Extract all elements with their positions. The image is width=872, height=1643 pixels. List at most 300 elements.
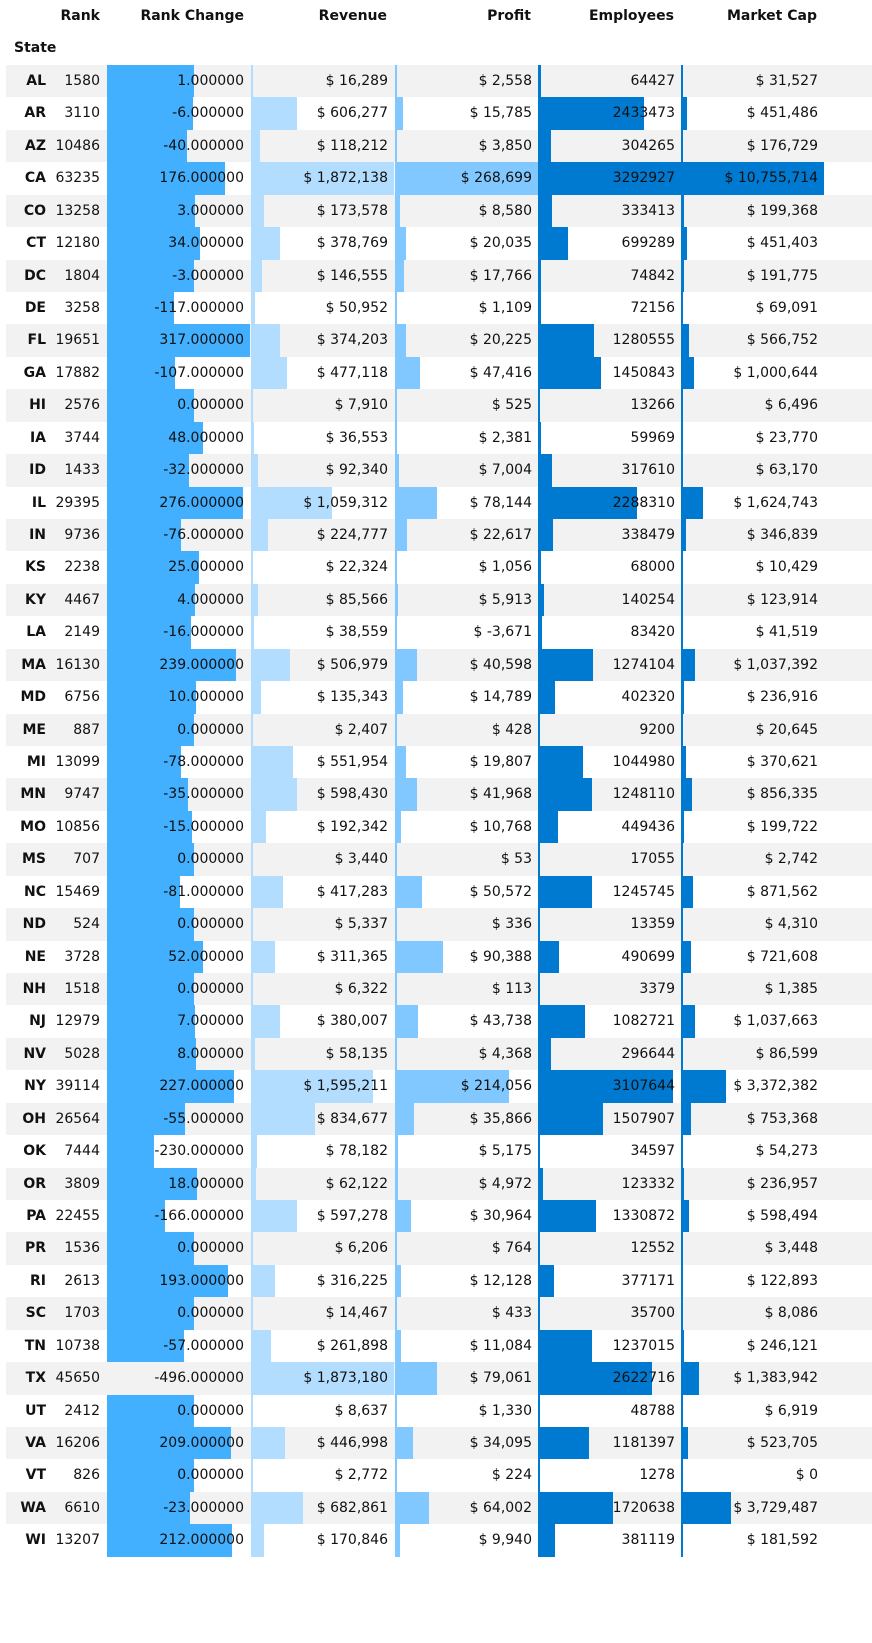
- rank-change-value: 227.000000: [159, 1078, 244, 1095]
- revenue-value: $ 1,595,211: [303, 1078, 388, 1095]
- rank-value: 7444: [64, 1143, 100, 1160]
- state-label: VT: [25, 1467, 46, 1484]
- market-cap-value: $ 199,368: [746, 202, 818, 219]
- revenue-value: $ 316,225: [316, 1272, 388, 1289]
- revenue-value: $ 173,578: [316, 202, 388, 219]
- employees-value: 490699: [621, 948, 675, 965]
- state-label: VA: [25, 1435, 46, 1452]
- market-cap-value: $ 4,310: [764, 916, 818, 933]
- market-cap-value: $ 753,368: [746, 1110, 818, 1127]
- profit-value: $ 5,913: [478, 591, 532, 608]
- table-row: [6, 811, 872, 843]
- rank-value: 13207: [55, 1532, 100, 1549]
- market-cap-value: $ 856,335: [746, 786, 818, 803]
- market-cap-value: $ 1,385: [764, 981, 818, 998]
- profit-value: $ 3,850: [478, 137, 532, 154]
- rank-value: 63235: [55, 170, 100, 187]
- revenue-value: $ 378,769: [316, 235, 388, 252]
- profit-value: $ 428: [491, 721, 532, 738]
- rank-change-value: -15.000000: [163, 818, 244, 835]
- rank-value: 45650: [55, 1370, 100, 1387]
- employees-value: 72156: [630, 300, 675, 316]
- rank-value: 29395: [55, 494, 100, 511]
- rank-value: 826: [73, 1467, 100, 1484]
- revenue-value: $ 261,898: [316, 1337, 388, 1354]
- employees-value: 1330872: [612, 1208, 675, 1225]
- state-label: WA: [20, 1499, 46, 1516]
- rank-value: 16130: [55, 656, 100, 673]
- revenue-value: $ 374,203: [316, 332, 388, 349]
- market-cap-value: $ 566,752: [746, 332, 818, 349]
- table-row: [6, 843, 872, 875]
- market-cap-value: $ 10,429: [755, 559, 818, 576]
- profit-value: $ 34,095: [469, 1435, 532, 1452]
- employees-value: 1280555: [612, 332, 675, 349]
- market-cap-value: $ 69,091: [755, 300, 818, 316]
- table-row: [6, 422, 872, 454]
- revenue-value: $ 2,772: [334, 1467, 388, 1484]
- employees-value: 64427: [630, 73, 675, 89]
- revenue-value: $ 192,342: [316, 818, 388, 835]
- state-label: ND: [22, 916, 46, 933]
- market-cap-value: $ 10,755,714: [724, 170, 818, 187]
- rank-change-value: -55.000000: [163, 1110, 244, 1127]
- employees-value: 381119: [621, 1532, 675, 1549]
- profit-value: $ 1,330: [478, 1402, 532, 1419]
- market-cap-value: $ 523,705: [746, 1435, 818, 1452]
- rank-change-value: 1.000000: [177, 73, 244, 89]
- employees-value: 317610: [621, 462, 675, 479]
- profit-value: $ 214,056: [460, 1078, 532, 1095]
- market-cap-value: $ 6,496: [764, 397, 818, 414]
- market-cap-value: $ 1,037,663: [733, 1013, 818, 1030]
- rank-value: 15469: [55, 883, 100, 900]
- market-cap-value: $ 236,957: [746, 1175, 818, 1192]
- rank-value: 13258: [55, 202, 100, 219]
- header-rank-change: Rank Change: [140, 8, 244, 24]
- table-row: [6, 357, 872, 389]
- rank-value: 13099: [55, 754, 100, 771]
- revenue-value: $ 5,337: [334, 916, 388, 933]
- revenue-value: $ 446,998: [316, 1435, 388, 1452]
- market-cap-value: $ 1,037,392: [733, 656, 818, 673]
- rank-change-value: -32.000000: [163, 462, 244, 479]
- market-cap-value: $ 31,527: [755, 73, 818, 89]
- table-row: [6, 1492, 872, 1524]
- state-label: NE: [24, 948, 46, 965]
- employees-value: 3292927: [612, 170, 675, 187]
- employees-value: 333413: [621, 202, 675, 219]
- revenue-value: $ 22,324: [325, 559, 388, 576]
- revenue-value: $ 597,278: [316, 1208, 388, 1225]
- table-row: [6, 1070, 872, 1102]
- state-label: GA: [23, 364, 46, 381]
- rank-value: 9736: [64, 527, 100, 544]
- revenue-value: $ 146,555: [316, 267, 388, 284]
- rank-value: 3809: [64, 1175, 100, 1192]
- employees-value: 12552: [630, 1240, 675, 1257]
- employees-value: 1044980: [612, 754, 675, 771]
- state-label: HI: [29, 397, 46, 414]
- profit-value: $ 41,968: [469, 786, 532, 803]
- table-row: [6, 1395, 872, 1427]
- profit-value: $ 4,972: [478, 1175, 532, 1192]
- rank-value: 5028: [64, 1045, 100, 1062]
- profit-value: $ 525: [491, 397, 532, 414]
- employees-value: 338479: [621, 527, 675, 544]
- market-cap-value: $ 236,916: [746, 689, 818, 706]
- rank-value: 19651: [55, 332, 100, 349]
- employees-value: 402320: [621, 689, 675, 706]
- rank-change-value: -107.000000: [154, 364, 244, 381]
- table-row: [6, 714, 872, 746]
- profit-value: $ 78,144: [469, 494, 532, 511]
- revenue-value: $ 2,407: [334, 721, 388, 738]
- table-row: [6, 1200, 872, 1232]
- table-row: [6, 616, 872, 648]
- rank-change-value: -23.000000: [163, 1499, 244, 1516]
- rank-change-value: 18.000000: [168, 1175, 244, 1192]
- employees-value: 13359: [630, 916, 675, 933]
- rank-change-value: 0.000000: [177, 1240, 244, 1257]
- market-cap-value: $ 20,645: [755, 721, 818, 738]
- revenue-value: $ 85,566: [325, 591, 388, 608]
- revenue-value: $ 606,277: [316, 105, 388, 122]
- profit-value: $ 2,558: [478, 73, 532, 89]
- revenue-value: $ 50,952: [325, 300, 388, 316]
- state-label: NC: [24, 883, 46, 900]
- employees-value: 123332: [621, 1175, 675, 1192]
- table-row: [6, 324, 872, 356]
- profit-value: $ 12,128: [469, 1272, 532, 1289]
- rank-change-value: 34.000000: [168, 235, 244, 252]
- table-row: [6, 1524, 872, 1556]
- profit-value: $ 1,056: [478, 559, 532, 576]
- market-cap-value: $ 8,086: [764, 1305, 818, 1322]
- state-label: RI: [30, 1272, 46, 1289]
- revenue-value: $ 6,322: [334, 981, 388, 998]
- rank-value: 2613: [64, 1272, 100, 1289]
- header-employees: Employees: [588, 8, 674, 24]
- state-label: MI: [26, 754, 46, 771]
- employees-value: 377171: [621, 1272, 675, 1289]
- market-cap-value: $ 1,000,644: [733, 364, 818, 381]
- employees-value: 1181397: [612, 1435, 675, 1452]
- state-label: DC: [24, 267, 46, 284]
- rank-change-value: 0.000000: [177, 721, 244, 738]
- state-label: IL: [31, 494, 46, 511]
- profit-value: $ 2,381: [478, 429, 532, 446]
- revenue-value: $ 6,206: [334, 1240, 388, 1257]
- revenue-value: $ 1,872,138: [303, 170, 388, 187]
- revenue-value: $ 92,340: [325, 462, 388, 479]
- table-row: [6, 97, 872, 129]
- profit-value: $ 1,109: [478, 300, 532, 316]
- rank-change-value: 276.000000: [159, 494, 244, 511]
- revenue-value: $ 224,777: [316, 527, 388, 544]
- employees-value: 1507907: [612, 1110, 675, 1127]
- table-row: [6, 778, 872, 810]
- state-label: SC: [25, 1305, 46, 1322]
- state-label: NJ: [29, 1013, 46, 1030]
- rank-value: 26564: [55, 1110, 100, 1127]
- profit-value: $ 22,617: [469, 527, 532, 544]
- rank-change-value: -6.000000: [172, 105, 244, 122]
- rank-change-value: 212.000000: [159, 1532, 244, 1549]
- employees-value: 2433473: [612, 105, 675, 122]
- state-label: NH: [22, 981, 46, 998]
- profit-value: $ 7,004: [478, 462, 532, 479]
- rank-value: 10856: [55, 818, 100, 835]
- state-label: ME: [22, 721, 46, 738]
- employees-value: 3107644: [612, 1078, 675, 1095]
- table-row: [6, 1427, 872, 1459]
- profit-value: $ 64,002: [469, 1499, 532, 1516]
- revenue-value: $ 14,467: [325, 1305, 388, 1322]
- rank-change-value: -166.000000: [154, 1208, 244, 1225]
- rank-value: 1518: [64, 981, 100, 998]
- employees-value: 1248110: [612, 786, 675, 803]
- employees-value: 1720638: [612, 1499, 675, 1516]
- rank-change-value: 0.000000: [177, 1305, 244, 1322]
- employees-value: 2622716: [612, 1370, 675, 1387]
- rank-change-value: 25.000000: [168, 559, 244, 576]
- employees-value: 13266: [630, 397, 675, 414]
- state-label: AL: [26, 73, 46, 89]
- employees-value: 449436: [621, 818, 675, 835]
- profit-value: $ 224: [491, 1467, 532, 1484]
- rank-value: 10486: [55, 137, 100, 154]
- rank-change-value: 193.000000: [159, 1272, 244, 1289]
- rank-change-value: 176.000000: [159, 170, 244, 187]
- table-row: [6, 746, 872, 778]
- state-label: CT: [26, 235, 46, 252]
- revenue-value: $ 62,122: [325, 1175, 388, 1192]
- employees-value: 1245745: [612, 883, 675, 900]
- market-cap-value: $ 1,383,942: [733, 1370, 818, 1387]
- rank-value: 887: [73, 721, 100, 738]
- market-cap-value: $ 122,893: [746, 1272, 818, 1289]
- profit-value: $ 5,175: [478, 1143, 532, 1160]
- rank-change-value: 317.000000: [159, 332, 244, 349]
- employees-value: 1450843: [612, 364, 675, 381]
- table-row: [6, 292, 872, 324]
- profit-value: $ 433: [491, 1305, 532, 1322]
- table-row: [6, 681, 872, 713]
- state-label: MS: [21, 851, 46, 868]
- rank-value: 524: [73, 916, 100, 933]
- table-row: [6, 1297, 872, 1329]
- table-row: [6, 1330, 872, 1362]
- rank-change-value: -81.000000: [163, 883, 244, 900]
- rank-value: 22455: [55, 1208, 100, 1225]
- profit-value: $ 35,866: [469, 1110, 532, 1127]
- rank-change-value: 7.000000: [177, 1013, 244, 1030]
- market-cap-value: $ 63,170: [755, 462, 818, 479]
- market-cap-value: $ 23,770: [755, 429, 818, 446]
- rank-value: 2149: [64, 624, 100, 641]
- profit-value: $ 14,789: [469, 689, 532, 706]
- rank-change-value: 48.000000: [168, 429, 244, 446]
- table-row: [6, 973, 872, 1005]
- revenue-value: $ 551,954: [316, 754, 388, 771]
- rank-change-value: -76.000000: [163, 527, 244, 544]
- rank-value: 6756: [64, 689, 100, 706]
- market-cap-value: $ 123,914: [746, 591, 818, 608]
- profit-value: $ 20,035: [469, 235, 532, 252]
- market-cap-value: $ 54,273: [755, 1143, 818, 1160]
- state-label: NV: [23, 1045, 46, 1062]
- employees-value: 304265: [621, 137, 675, 154]
- revenue-value: $ 477,118: [316, 364, 388, 381]
- rank-value: 3728: [64, 948, 100, 965]
- rank-change-value: -78.000000: [163, 754, 244, 771]
- header-rank: Rank: [60, 8, 100, 24]
- employees-value: 68000: [630, 559, 675, 576]
- rank-change-value: -35.000000: [163, 786, 244, 803]
- market-cap-value: $ 176,729: [746, 137, 818, 154]
- rank-value: 3744: [64, 429, 100, 446]
- rank-change-value: 209.000000: [159, 1435, 244, 1452]
- profit-value: $ 9,940: [478, 1532, 532, 1549]
- profit-value: $ 19,807: [469, 754, 532, 771]
- rank-change-value: 0.000000: [177, 981, 244, 998]
- table-row: [6, 519, 872, 551]
- employees-value: 2288310: [612, 494, 675, 511]
- rank-change-value: 10.000000: [168, 689, 244, 706]
- market-cap-value: $ 2,742: [764, 851, 818, 868]
- market-cap-value: $ 346,839: [746, 527, 818, 544]
- state-label: FL: [27, 332, 46, 349]
- employees-value: 35700: [630, 1305, 675, 1322]
- table-row: [6, 1232, 872, 1264]
- state-label: OH: [22, 1110, 46, 1127]
- profit-value: $ 20,225: [469, 332, 532, 349]
- state-label: TN: [24, 1337, 46, 1354]
- revenue-value: $ 58,135: [325, 1045, 388, 1062]
- profit-value: $ 50,572: [469, 883, 532, 900]
- table-row: [6, 195, 872, 227]
- employees-value: 140254: [621, 591, 675, 608]
- table-row: [6, 227, 872, 259]
- revenue-value: $ 3,440: [334, 851, 388, 868]
- employees-value: 17055: [630, 851, 675, 868]
- profit-value: $ 40,598: [469, 656, 532, 673]
- profit-value: $ 336: [491, 916, 532, 933]
- profit-value: $ 43,738: [469, 1013, 532, 1030]
- table-row: [6, 1103, 872, 1135]
- revenue-value: $ 7,910: [334, 397, 388, 414]
- rank-change-value: 52.000000: [168, 948, 244, 965]
- profit-value: $ 47,416: [469, 364, 532, 381]
- revenue-value: $ 417,283: [316, 883, 388, 900]
- revenue-value: $ 598,430: [316, 786, 388, 803]
- revenue-value: $ 8,637: [334, 1402, 388, 1419]
- profit-value: $ 8,580: [478, 202, 532, 219]
- rank-value: 4467: [64, 591, 100, 608]
- profit-value: $ 268,699: [460, 170, 532, 187]
- rank-change-value: -3.000000: [172, 267, 244, 284]
- table-row: [6, 1168, 872, 1200]
- header-revenue: Revenue: [318, 8, 387, 24]
- state-label: KS: [25, 559, 46, 576]
- header-market-cap: Market Cap: [726, 8, 817, 24]
- profit-value: $ 11,084: [469, 1337, 532, 1354]
- profit-value: $ 15,785: [469, 105, 532, 122]
- profit-value: $ 10,768: [469, 818, 532, 835]
- rank-value: 3258: [64, 300, 100, 316]
- market-cap-value: $ 3,372,382: [733, 1078, 818, 1095]
- state-label: PA: [26, 1208, 46, 1225]
- rank-change-value: 0.000000: [177, 851, 244, 868]
- state-label: CA: [24, 170, 46, 187]
- state-label: MA: [21, 656, 46, 673]
- state-label: DE: [24, 300, 46, 316]
- rank-change-value: 3.000000: [177, 202, 244, 219]
- revenue-value: $ 118,212: [316, 137, 388, 154]
- table-row: [6, 1005, 872, 1037]
- table-row: [6, 941, 872, 973]
- revenue-value: $ 1,873,180: [303, 1370, 388, 1387]
- market-cap-value: $ 598,494: [746, 1208, 818, 1225]
- table-row: [6, 1135, 872, 1167]
- market-cap-value: $ 86,599: [755, 1045, 818, 1062]
- table-row: [6, 162, 872, 194]
- profit-value: $ 764: [491, 1240, 532, 1257]
- state-label: NY: [24, 1078, 46, 1095]
- rank-change-value: -57.000000: [163, 1337, 244, 1354]
- rank-change-value: -40.000000: [163, 137, 244, 154]
- rank-value: 17882: [55, 364, 100, 381]
- market-cap-value: $ 246,121: [746, 1337, 818, 1354]
- data-table: [6, 0, 872, 1643]
- rank-value: 6610: [64, 1499, 100, 1516]
- state-label: KY: [25, 591, 46, 608]
- employees-value: 1278: [639, 1467, 675, 1484]
- state-label: IA: [29, 429, 46, 446]
- employees-value: 296644: [621, 1045, 675, 1062]
- revenue-value: $ 135,343: [316, 689, 388, 706]
- table-row: [6, 584, 872, 616]
- employees-value: 1237015: [612, 1337, 675, 1354]
- header-profit: Profit: [487, 8, 531, 24]
- revenue-value: $ 170,846: [316, 1532, 388, 1549]
- table-row: [6, 1265, 872, 1297]
- state-label: LA: [26, 624, 46, 641]
- market-cap-value: $ 181,592: [746, 1532, 818, 1549]
- revenue-value: $ 682,861: [316, 1499, 388, 1516]
- employees-value: 1274104: [612, 656, 675, 673]
- employees-value: 59969: [630, 429, 675, 446]
- employees-value: 34597: [630, 1143, 675, 1160]
- rank-value: 2576: [64, 397, 100, 414]
- employees-value: 9200: [639, 721, 675, 738]
- rank-value: 707: [73, 851, 100, 868]
- rank-change-value: 0.000000: [177, 397, 244, 414]
- table-row: [6, 260, 872, 292]
- table-row: [6, 1038, 872, 1070]
- table-row: [6, 1459, 872, 1491]
- rank-value: 1580: [64, 73, 100, 89]
- market-cap-value: $ 41,519: [755, 624, 818, 641]
- state-label: IN: [29, 527, 46, 544]
- employees-value: 74842: [630, 267, 675, 284]
- state-label: OR: [23, 1175, 46, 1192]
- market-cap-value: $ 451,486: [746, 105, 818, 122]
- table-row: [6, 908, 872, 940]
- rank-change-value: -117.000000: [154, 300, 244, 316]
- revenue-value: $ 38,559: [325, 624, 388, 641]
